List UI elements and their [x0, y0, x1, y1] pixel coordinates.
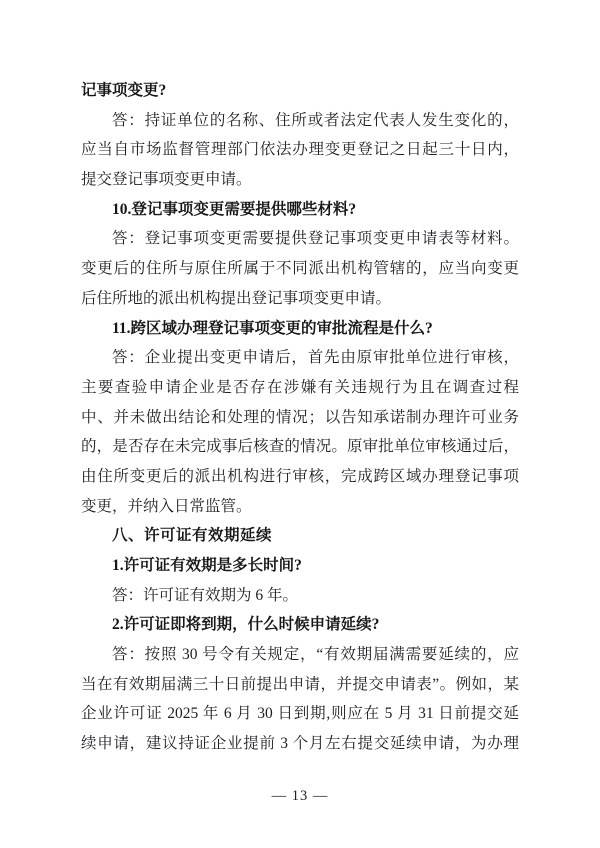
answer-11-line-2: 主要查验申请企业是否存在涉嫌有关违规行为且在调查过程 [81, 378, 519, 396]
answer-2-line-4: 续申请，建议持证企业提前 3 个月左右提交延续申请，为办理 [81, 735, 519, 753]
answer-11-line-1: 答：企业提出变更申请后，首先由原审批单位进行审核， [112, 349, 519, 367]
answer-9-line-1: 答：持证单位的名称、住所或者法定代表人发生变化的， [112, 111, 519, 129]
answer-11-line-5: 由住所变更后的派出机构进行审核，完成跨区域办理登记事项 [81, 467, 519, 485]
answer-10-line-3: 后住所地的派出机构提出登记事项变更申请。 [81, 289, 392, 307]
page-number: — 13 — [271, 787, 329, 804]
question-11-heading: 11.跨区域办理登记事项变更的审批流程是什么? [112, 319, 433, 337]
question-1-heading: 1.许可证有效期是多长时间? [112, 557, 302, 574]
answer-2-line-2: 当在有效期届满三十日前提出申请，并提交申请表”。例如，某 [81, 675, 519, 693]
answer-10-line-2: 变更后的住所与原住所属于不同派出机构管辖的，应当向变更 [81, 260, 519, 278]
answer-11-line-4: 的，是否存在未完成事后核查的情况。原审批单位审核通过后， [81, 438, 519, 456]
answer-2-line-3: 企业许可证 2025 年 6 月 30 日到期,则应在 5 月 31 日前提交延 [81, 705, 519, 723]
question-2-heading: 2.许可证即将到期，什么时候申请延续? [112, 616, 380, 634]
answer-9-line-2: 应当自市场监督管理部门依法办理变更登记之日起三十日内， [81, 141, 519, 159]
answer-2-line-1: 答：按照 30 号令有关规定，“有效期届满需要延续的，应 [112, 646, 519, 664]
answer-1-line: 答：许可证有效期为 6 年。 [112, 586, 299, 604]
answer-11-line-6: 变更，并纳入日常监管。 [81, 497, 252, 515]
answer-9-line-3: 提交登记事项变更申请。 [81, 171, 252, 189]
section-8-heading: 八、许可证有效期延续 [112, 527, 273, 545]
question-10-heading: 10.登记事项变更需要提供哪些材料? [112, 200, 357, 218]
answer-11-line-3: 中、并未做出结论和处理的情况；以告知承诺制办理许可业务 [81, 408, 519, 426]
answer-10-line-1: 答：登记事项变更需要提供登记事项变更申请表等材料。 [112, 230, 519, 248]
question-9-tail-line: 记事项变更? [81, 82, 167, 99]
